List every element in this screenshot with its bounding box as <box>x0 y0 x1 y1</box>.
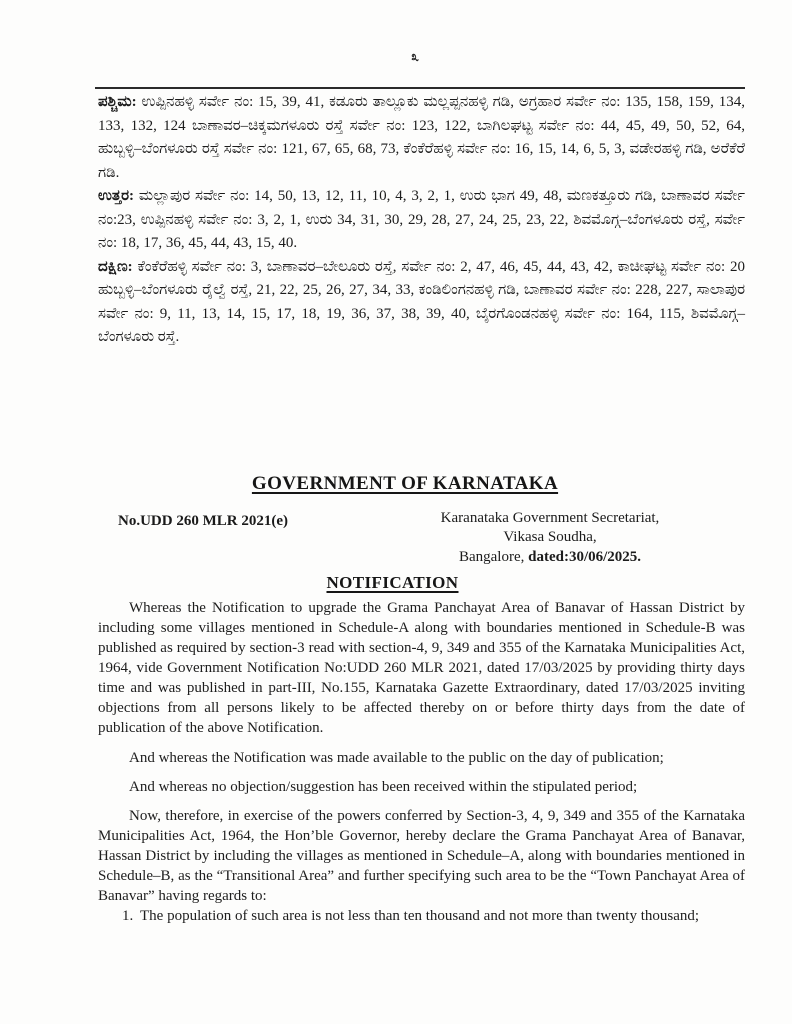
boundary-west-text: ಉಪ್ಪಿನಹಳ್ಳಿ ಸರ್ವೇ ನಂ: 15, 39, 41, ಕಡೂರು ತಾಲ್ಲೂಕು ಮಲ್ಲಪ್ಪನಹಳ್ಳಿ ಗಡಿ, ಅಗ್ರಹಾರ ಸರ್ವೇ ನಂ: 135, 158, 159, 134, 133, 132, 124 ಬಾಣಾವರ–ಚಿಕ್ಕಮಗಳೂರು ರಸ್ತೆ ಸರ್ವೇ ನಂ: 123, 122, ಬಾಗಿಲಘಟ್ಟ ಸರ್ವೇ ನಂ: 44, 45, 49, 50, 52, 64, ಹುಬ್ಬಳ್ಳಿ–ಬೆಂಗಳೂರು ರಸ್ತೆ ಸರ್ವೇ ನಂ: 121, 67, 65, 68, 73, ಕೆಂಕೆರೆಹಳ್ಳಿ ಸರ್ವೇ ನಂ: 16, 15, 14, 6, 5, 3, ವಡೇರಹಳ್ಳಿ ಗಡಿ, ಅರೆಕೆರೆ ಗಡಿ. <box>98 94 745 181</box>
secretariat-line-1: Karanataka Government Secretariat, <box>440 510 660 526</box>
boundary-west-paragraph <box>98 91 745 185</box>
boundary-north-text: ಮಲ್ಲಾಪುರ ಸರ್ವೇ ನಂ: 14, 50, 13, 12, 11, 10, 4, 3, 2, 1, ಉರು ಭಾಗ 49, 48, ಮಣಕತ್ತೂರು ಗಡಿ, ಬಾಣಾವರ ಸರ್ವೇ ನಂ:23, ಉಪ್ಪಿನಹಳ್ಳಿ ಸರ್ವೇ ನಂ: 3, 2, 1, ಉರು 34, 31, 30, 29, 28, 27, 24, 25, 23, 22, ಶಿವಮೊಗ್ಗ–ಬೆಂಗಳೂರು ರಸ್ತೆ, ಸರ್ವೇ ನಂ: 18, 17, 36, 45, 44, 43, 15, 40. <box>98 188 745 251</box>
boundary-south-paragraph <box>98 256 745 350</box>
header-rule <box>95 87 745 89</box>
list-item-population <box>98 906 745 926</box>
notification-body <box>98 596 745 926</box>
boundary-description-kannada <box>98 91 745 350</box>
notification-paragraph-no-objection: And whereas no objection/suggestion has been received within the stipulated period; <box>129 779 638 795</box>
notification-paragraph-declaration: Now, therefore, in exercise of the powers conferred by Section-3, 4, 9, 349 and 355 of the Karnataka Municipalities Act, 1964, the Hon’ble Governor, hereby declare the Grama Panchayat Area of Banavar, Hassan District by including the villages as mentioned in Schedule–A, along with boundaries mentioned in Schedule–B, as the “Transitional Area” and further specifying such area to be the “Town Panchayat Area of Banavar” having regards to: <box>98 808 745 904</box>
boundary-south-text: ಕೆಂಕೆರೆಹಳ್ಳಿ ಸರ್ವೇ ನಂ: 3, ಬಾಣಾವರ–ಬೇಲೂರು ರಸ್ತೆ, ಸರ್ವೇ ನಂ: 2, 47, 46, 45, 44, 43, 42, ಕಾಚೀಘಟ್ಟ ಸರ್ವೇ ನಂ: 20 ಹುಬ್ಬಳ್ಳಿ–ಬೆಂಗಳೂರು ರೈಲ್ವೆ ರಸ್ತೆ, 21, 22, 25, 26, 27, 34, 33, ಕಂಡಿಲಿಂಗನಹಳ್ಳಿ ಗಡಿ, ಬಾಣಾವರ ಸರ್ವೇ ನಂ: 228, 227, ಸಾಲಾಪುರ ಸರ್ವೇ ನಂ: 9, 11, 13, 14, 15, 17, 18, 19, 36, 37, 38, 39, 40, ಬೈರಗೊಂಡನಹಳ್ಳಿ ಸರ್ವೇ ನಂ: 164, 115, ಶಿವಮೊಗ್ಗ–ಬೆಂಗಳೂರು ರಸ್ತೆ. <box>98 258 745 345</box>
boundary-south-label: ದಕ್ಷಿಣ: <box>98 258 133 275</box>
secretariat-line-2: Vikasa Soudha, <box>503 529 597 546</box>
notification-heading: NOTIFICATION <box>326 573 459 592</box>
page-number: ೩ <box>411 50 419 65</box>
government-title: GOVERNMENT OF KARNATAKA <box>251 473 559 494</box>
conditions-list <box>98 906 745 926</box>
list-item-number: 1. <box>122 908 134 924</box>
boundary-west-label: ಪಶ್ಚಿಮ: <box>98 94 137 110</box>
boundary-north-label: ಉತ್ತರ: <box>98 188 135 204</box>
notification-paragraph-whereas: Whereas the Notification to upgrade the Grama Panchayat Area of Banavar of Hassan District by including some villages mentioned in Schedule-A along with boundaries mentioned in Schedule-B was published as required by section-3 read with section-4, 9, 349 and 355 of the Karnataka Municipalities Act, 1964, vide Government Notification No:UDD 260 MLR 2021, dated 17/03/2025 by providing thirty days time and was published in part-III, No.155, Karnataka Gazette Extraordinary, dated 17/03/2025 inviting objections from all persons likely to be affected thereby on or before thirty days from the date of publication of the above Notification. <box>98 600 745 736</box>
notification-date: dated:30/06/2025. <box>528 548 642 565</box>
secretariat-address-block <box>420 509 680 567</box>
secretariat-city: Bangalore, <box>458 548 529 565</box>
secretariat-line-3 <box>420 548 680 567</box>
boundary-north-paragraph <box>98 185 745 256</box>
list-item-text: The population of such area is not less than ten thousand and not more than twenty thousand; <box>140 908 700 924</box>
notification-paragraph-publication: And whereas the Notification was made available to the public on the day of publication; <box>129 750 664 766</box>
reference-number: No.UDD 260 MLR 2021(e) <box>118 513 288 529</box>
